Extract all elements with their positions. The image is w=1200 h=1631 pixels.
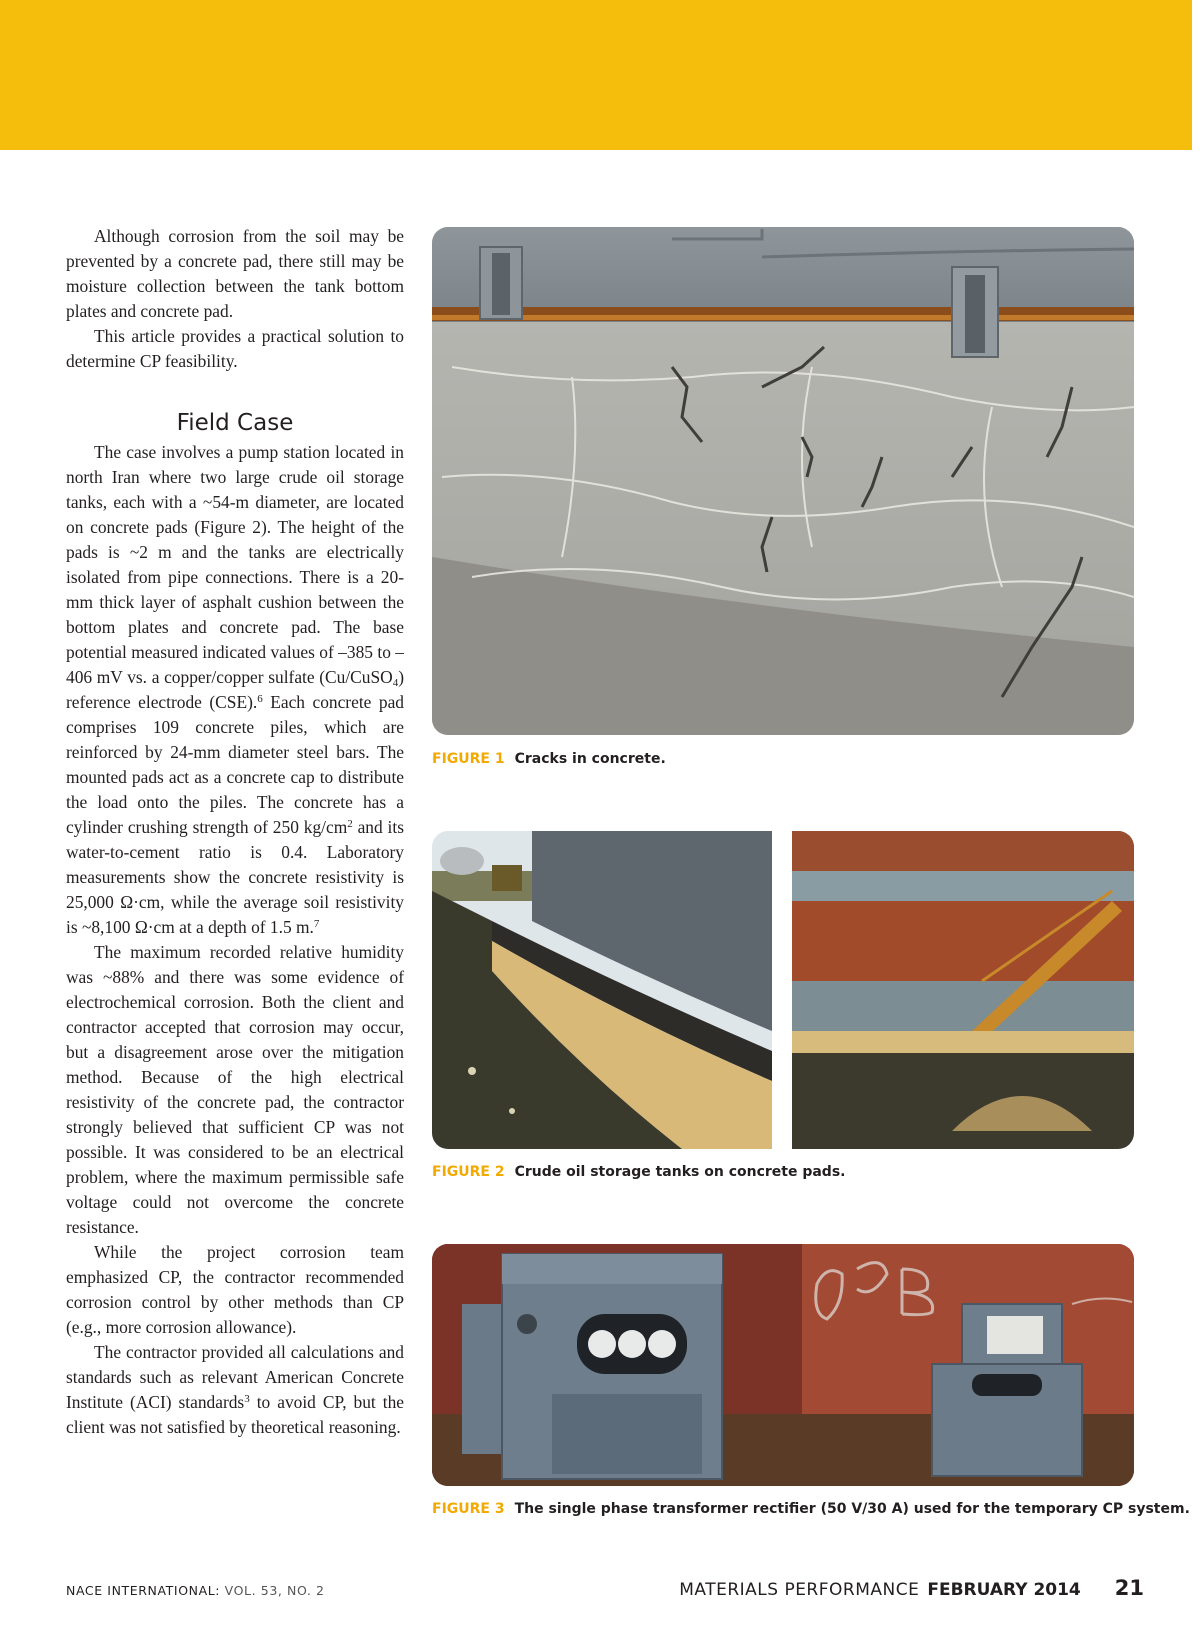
- figure-2-caption-text: Crude oil storage tanks on concrete pads.: [514, 1164, 846, 1180]
- figure-2-label: FIGURE 2: [432, 1164, 505, 1180]
- article-body: [66, 224, 404, 1440]
- footer-date: FEBRUARY 2014: [927, 1580, 1081, 1600]
- figure-3-caption: [432, 1500, 1190, 1518]
- figure-2-caption: [432, 1163, 845, 1181]
- field-case-paragraph-2: The maximum recorded relative humidity was ~88% and there was some evidence of electrochemical corrosion. Both the client and contractor accepted that corrosion may occur, but a disagreement arose over the mitigation method. Because of the high electrical resistivity of the concrete pad, the contractor strongly believed that sufficient CP was not possible. It was considered to be an electrical problem, where the maximum permissible safe voltage could not overcome the concrete resistance.: [66, 942, 404, 1237]
- figure-1-label: FIGURE 1: [432, 751, 505, 767]
- figure-2-photo-right: [792, 831, 1134, 1149]
- field-case-paragraph-3: While the project corrosion team emphasized CP, the contractor recommended corrosion control by other methods than CP (e.g., more corrosion allowance).: [66, 1242, 404, 1337]
- figure-3-caption-text: The single phase transformer rectifier (50 V/30 A) used for the temporary CP system.: [514, 1501, 1190, 1517]
- figure-1-caption: [432, 750, 666, 768]
- banner-edge: [1192, 0, 1200, 150]
- section-heading: Field Case: [176, 410, 294, 436]
- footer-volume: VOL. 53, NO. 2: [220, 1583, 325, 1598]
- field-case-paragraph-4: The contractor provided all calculations and standards such as relevant American Concrete Institute (ACI) standards$^3$ to avoid CP, but the client was not satisfied by theoretical reasoning.: [66, 1342, 404, 1437]
- footer-magazine: MATERIALS PERFORMANCE: [679, 1580, 920, 1600]
- figure-3-label: FIGURE 3: [432, 1501, 505, 1517]
- footer-journal: [66, 1583, 325, 1598]
- figure-3-photo: [432, 1244, 1134, 1486]
- footer-issue: [679, 1576, 1144, 1600]
- page-number: 21: [1114, 1576, 1144, 1600]
- field-case-paragraph-1: The case involves a pump station located in north Iran where two large crude oil storage tanks, each with a ~54-m diameter, are located on concrete pads (Figure 2). The height of the pads is ~2 m and the tanks are electrically isolated from pipe connections. There is a 20-mm thick layer of asphalt cushion between the bottom plates and concrete pad. The base potential measured indicated values of –385 to –406 mV vs. a copper/copper sulfate (Cu/CuSO$_4$) reference electrode (CSE).$^6$ Each concrete pad comprises 109 concrete piles, which are reinforced by 24-mm diameter steel bars. The mounted pads act as a concrete cap to distribute the load onto the piles. The concrete has a cylinder crushing strength of 250 $kg/cm^2$ and its water-to-cement ratio is 0.4. Laboratory measurements show the concrete resistivity is 25,000 Ω·cm, while the average soil resistivity is ~8,100 Ω·cm at a depth of 1.5 m.$^7$: [66, 442, 404, 937]
- figure-1-photo: [432, 227, 1134, 735]
- figure-1-caption-text: Cracks in concrete.: [514, 751, 666, 767]
- intro-paragraph-2: This article provides a practical solution to determine CP feasibility.: [66, 326, 404, 371]
- figure-2-photo-left: [432, 831, 772, 1149]
- header-banner: [0, 0, 1192, 150]
- intro-paragraph-1: Although corrosion from the soil may be prevented by a concrete pad, there still may be moisture collection between the tank bottom plates and concrete pad.: [66, 226, 404, 321]
- footer-org: NACE INTERNATIONAL:: [66, 1583, 221, 1598]
